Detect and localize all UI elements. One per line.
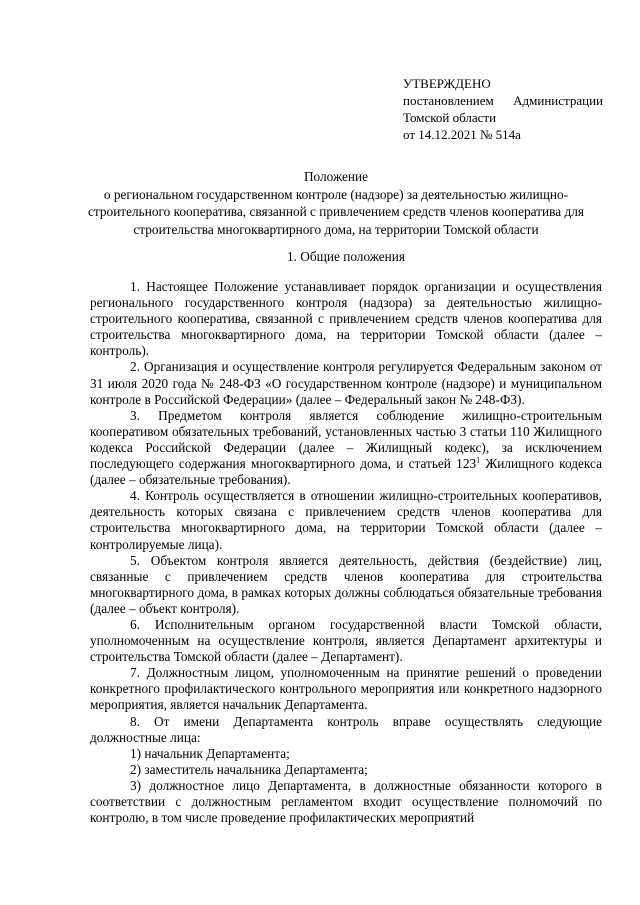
approval-stamp [403,75,603,143]
approval-issuer: постановлением Администрации [403,93,603,108]
document-subtitle: о региональном государственном контроле (надзоре) за деятельностью жилищно-строительного кооператива, связанной с привлечением средств членов кооператива для строительства многоквартирного дома, на территории Томской области [88,186,584,237]
paragraph-2: 2. Организация и осуществление контроля регулируется Федеральным законом от 31 июля 2020 года № 248-ФЗ «О государственном контроле (надзоре) и муниципальном контроле в Российской Федерации» (далее – Федеральный закон № 248-ФЗ). [90,359,602,407]
paragraph-3-text: 3. Предметом контроля является соблюдение жилищно-строительным кооперативом обязательных требований, установленных частью 3 статьи 110 Жилищного кодекса Российской Федерации (далее – Жилищный кодекс), за исключением последующего содержания многоквартирного дома, и статьей 123 [90,407,602,472]
list-item: 1) начальник Департамента; [130,745,290,761]
paragraph-3-text-end: Жилищного кодекса (далее – обязательные требования). [90,456,602,488]
paragraph-1: 1. Настоящее Положение устанавливает порядок организации и осуществления регионального государственного контроля (надзора) за деятельностью жилищно-строительного кооператива, связанной с привлечением средств членов кооператива для строительства многоквартирного дома, на территории Томской области (далее – контроль). [90,279,602,359]
paragraph-7: 7. Должностным лицом, уполномоченным на принятие решений о проведении конкретного профилактического контрольного мероприятия или конкретного надзорного мероприятия, является начальник Департамента. [90,665,602,713]
paragraph-3 [90,408,602,488]
approval-date-number: от 14.12.2021 № 514а [403,127,521,142]
paragraph-8: 8. От имени Департамента контроль вправе осуществлять следующие должностные лица: [90,713,602,745]
paragraph-4: 4. Контроль осуществляется в отношении жилищно-строительных кооперативов, деятельность которых связана с привлечением средств членов кооператива для строительства многоквартирного дома, на территории Томской области (далее – контролируемые лица). [90,488,602,552]
list-item: 2) заместитель начальника Департамента; [130,761,368,777]
approval-region: Томской области [403,110,497,125]
list-item: 3) должностное лицо Департамента, в должностные обязанности которого в соответствии с должностным регламентом входит осуществление полномочий по контролю, в том числе проведение профилактических мероприятий [90,777,602,826]
paragraph-5: 5. Объектом контроля является деятельность, действия (бездействие) лиц, связанные с привлечением средств членов кооператива для строительства многоквартирного дома, в рамках которых должны соблюдаться обязательные требования (далее – объект контроля). [90,552,602,616]
section-title: 1. Общие положения [286,249,406,264]
paragraph-6: 6. Исполнительным органом государственной власти Томской области, уполномоченным на осуществление контроля, является Департамент архитектуры и строительства Томской области (далее – Департамент). [90,616,602,665]
approval-heading: УТВЕРЖДЕНО [403,76,491,91]
document-heading: Положение [303,169,369,184]
document-title [70,168,602,238]
paragraph-3-superscript: 1 [476,455,481,465]
document-body [90,279,602,826]
